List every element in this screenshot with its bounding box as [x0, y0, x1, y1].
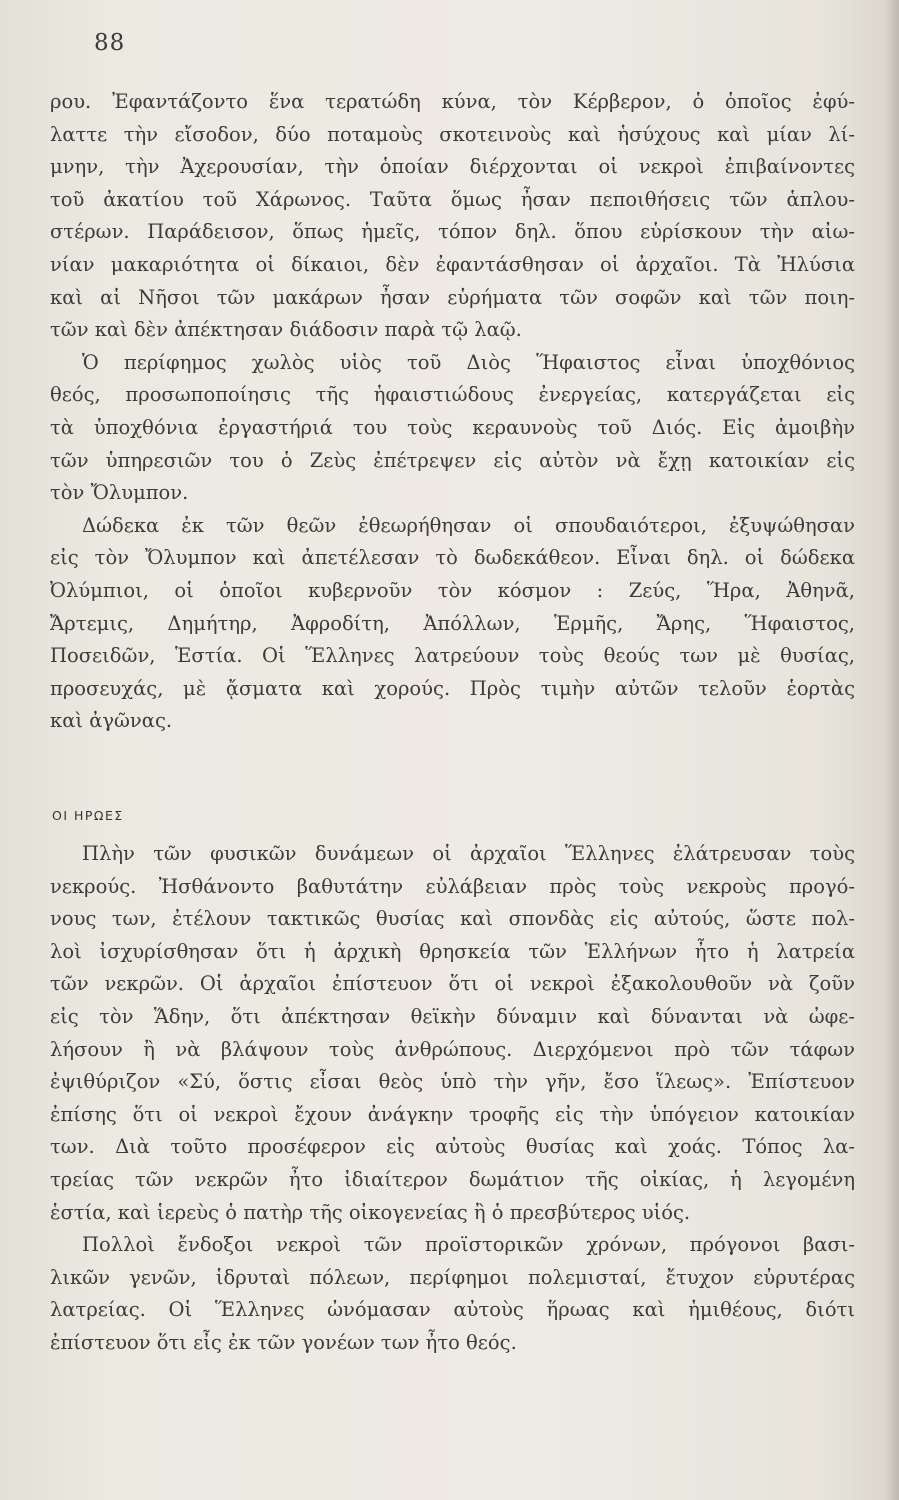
text-line: Πλὴν τῶν φυσικῶν δυνάμεων οἱ ἀρχαῖοι Ἕλληνες ἐλάτρευσαν τοὺς [82, 842, 855, 865]
text-line: καὶ ἀγῶνας. [50, 709, 173, 733]
text-line: ρου. Ἐφαντάζοντο ἕνα τερατώδη κύνα, τὸν Κέρβερον, ὁ ὁποῖος ἐφύ- [50, 90, 855, 113]
text-line: μνην, τὴν Ἀχερουσίαν, τὴν ὁποίαν διέρχονται οἱ νεκροὶ ἐπιβαίνοντες [50, 155, 855, 179]
text-line: νίαν μακαριότητα οἱ δίκαιοι, δὲν ἐφαντάσθησαν οἱ ἀρχαῖοι. Τὰ Ἠλύσια [50, 253, 855, 276]
page-edge-shadow [885, 0, 899, 1500]
text-line: Δώδεκα ἐκ τῶν θεῶν ἐθεωρήθησαν οἱ σπουδαιότεροι, ἐξυψώθησαν [82, 513, 855, 537]
text-line: τῶν νεκρῶν. Οἱ ἀρχαῖοι ἐπίστευον ὅτι οἱ νεκροὶ ἐξακολουθοῦν νὰ ζοῦν [50, 972, 855, 996]
text-line: τὰ ὑποχθόνια ἐργαστήριά του τοὺς κεραυνοὺς τοῦ Διός. Εἰς ἀμοιβὴν [50, 416, 855, 439]
text-line: λατρείας. Οἱ Ἕλληνες ὠνόμασαν αὐτοὺς ἥρωας καὶ ἡμιθέους, διότι [50, 1298, 855, 1322]
page-number: 88 [94, 30, 126, 56]
text-line: Ἄρτεμις, Δημήτηρ, Ἀφροδίτη, Ἀπόλλων, Ἑρμῆς, Ἄρης, Ἥφαιστος, [50, 611, 855, 635]
text-line: εἰς τὸν Ἅδην, ὅτι ἀπέκτησαν θεϊκὴν δύναμιν καὶ δύνανται νὰ ὠφε- [50, 1005, 855, 1028]
text-line: νους των, ἐτέλουν τακτικῶς θυσίας καὶ σπονδὰς εἰς αὐτούς, ὥστε πολ- [50, 907, 855, 931]
text-line: καὶ αἱ Νῆσοι τῶν μακάρων ἦσαν εὑρήματα τῶν σοφῶν καὶ τῶν ποιη- [50, 285, 855, 309]
text-line: Ὀλύμπιοι, οἱ ὁποῖοι κυβερνοῦν τὸν κόσμον : Ζεύς, Ἥρα, Ἀθηνᾶ, [50, 579, 855, 602]
text-line: Ὁ περίφημος χωλὸς υἱὸς τοῦ Διὸς Ἥφαιστος εἶναι ὑποχθόνιος [82, 350, 855, 374]
text-line: τὸν Ὄλυμπον. [50, 481, 189, 505]
section-heading: ΟΙ ΗΡΩΕΣ [52, 808, 124, 823]
text-line: θεός, προσωποποίησις τῆς ἡφαιστιώδους ἐνεργείας, κατεργάζεται εἰς [50, 383, 855, 407]
text-line: νεκρούς. Ἠσθάνοντο βαθυτάτην εὐλάβειαν πρὸς τοὺς νεκροὺς προγό- [50, 874, 855, 898]
text-line: Ποσειδῶν, Ἑστία. Οἱ Ἕλληνες λατρεύουν τοὺς θεούς των μὲ θυσίας, [50, 644, 855, 668]
text-line: ἑστία, καὶ ἱερεὺς ὁ πατὴρ τῆς οἰκογενείας ἢ ὁ πρεσβύτερος υἱός. [50, 1200, 691, 1224]
text-line: Πολλοὶ ἔνδοξοι νεκροὶ τῶν προϊστορικῶν χρόνων, πρόγονοι βασι- [82, 1233, 855, 1257]
text-line: στέρων. Παράδεισον, ὅπως ἡμεῖς, τόπον δηλ. ὅπου εὑρίσκουν τὴν αἰω- [50, 220, 855, 244]
text-line: των. Διὰ τοῦτο προσέφερον εἰς αὐτοὺς θυσίας καὶ χοάς. Τόπος λα- [50, 1135, 855, 1159]
text-line: ἐπίσης ὅτι οἱ νεκροὶ ἔχουν ἀνάγκην τροφῆς εἰς τὴν ὑπόγειον κατοικίαν [50, 1102, 855, 1126]
text-line: τῶν ὑπηρεσιῶν του ὁ Ζεὺς ἐπέτρεψεν εἰς αὐτὸν νὰ ἔχῃ κατοικίαν εἰς [50, 448, 855, 472]
text-line: ἐπίστευον ὅτι εἶς ἐκ τῶν γονέων των ἦτο θεός. [50, 1331, 517, 1354]
text-line: προσευχάς, μὲ ᾄσματα καὶ χορούς. Πρὸς τιμὴν αὐτῶν τελοῦν ἑορτὰς [50, 676, 855, 700]
text-line: τρείας τῶν νεκρῶν ἦτο ἰδιαίτερον δωμάτιον τῆς οἰκίας, ἡ λεγομένη [50, 1168, 855, 1191]
text-line: εἰς τὸν Ὄλυμπον καὶ ἀπετέλεσαν τὸ δωδεκάθεον. Εἶναι δηλ. οἱ δώδεκα [50, 546, 855, 570]
text-line: λήσουν ἢ νὰ βλάψουν τοὺς ἀνθρώπους. Διερχόμενοι πρὸ τῶν τάφων [50, 1037, 855, 1061]
text-line: λαττε τὴν εἴσοδον, δύο ποταμοὺς σκοτεινοὺς καὶ ἡσύχους καὶ μίαν λί- [50, 122, 855, 146]
text-line: ἐψιθύριζον «Σύ, ὅστις εἶσαι θεὸς ὑπὸ τὴν γῆν, ἔσο ἵλεως». Ἐπίστευον [50, 1070, 855, 1094]
text-line: λικῶν γενῶν, ἱδρυταὶ πόλεων, περίφημοι πολεμισταί, ἔτυχον εὐρυτέρας [50, 1265, 855, 1289]
text-line: τοῦ ἀκατίου τοῦ Χάρωνος. Ταῦτα ὅμως ἦσαν πεποιθήσεις τῶν ἁπλου- [50, 187, 855, 211]
text-line: τῶν καὶ δὲν ἀπέκτησαν διάδοσιν παρὰ τῷ λαῷ. [50, 318, 522, 342]
text-line: λοὶ ἰσχυρίσθησαν ὅτι ἡ ἀρχικὴ θρησκεία τῶν Ἑλλήνων ἦτο ἡ λατρεία [50, 939, 855, 963]
